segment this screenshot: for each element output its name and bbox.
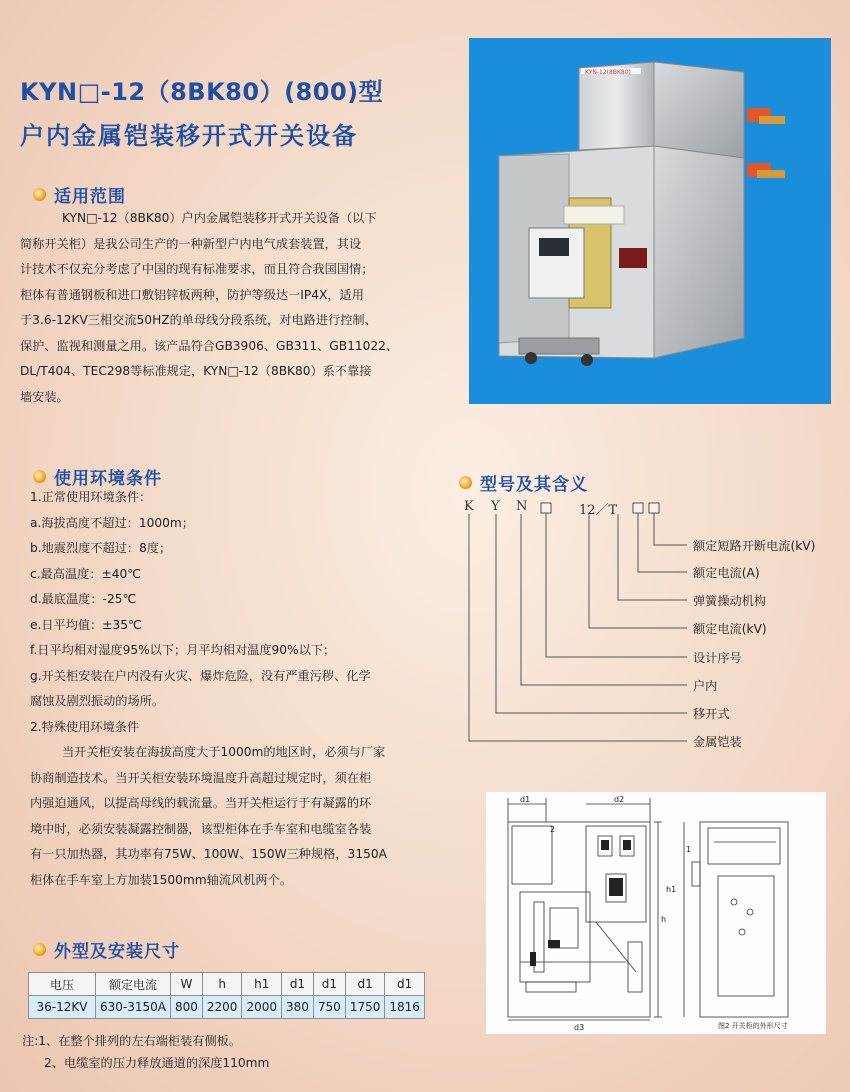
scope-line: 简称开关柜）是我公司生产的一种新型户内电气成套装置，其设 [20, 236, 362, 251]
product-photo [469, 38, 831, 404]
drawing-label-d1: d1 [520, 795, 531, 804]
table-cell: 2200 [202, 996, 242, 1019]
section-heading-dimensions [33, 937, 180, 962]
table-cell: 1816 [385, 996, 425, 1019]
scope-line: 计技术不仅充分考虑了中国的现有标准要求，而且符合我国国情； [20, 262, 374, 276]
environment-item: 2.特殊使用环境条件 [30, 719, 140, 734]
special-line: 柜体在手车室上方加装1500mm轴流风机两个。 [30, 872, 292, 887]
scope-line: KYN□-12（8BK80）户内金属铠装移开式开关设备（以下 [62, 211, 377, 225]
model-code-letter: 12／T [579, 503, 618, 518]
scope-line: 保护、监视和测量之用。该产品符合GB3906、GB311、GB11022、 [20, 338, 399, 353]
dimensions-table [28, 972, 425, 1019]
environment-item: c.最高温度：±40℃ [30, 566, 141, 581]
switchgear-outline-drawing [486, 792, 826, 1034]
special-line: 有一只加热器，其功率有75W、100W、150W三种规格，3150A [30, 847, 387, 861]
special-line: 境中时，必须安装凝露控制器，该型柜体在手车室和电缆室各装 [30, 821, 372, 836]
environment-item: g.开关柜安装在户内没有火灾、爆炸危险，没有严重污秽、化学 [30, 668, 371, 683]
model-legend [455, 497, 850, 759]
notes [22, 1030, 269, 1074]
table-header-cell: W [171, 973, 203, 996]
page-title-line1: KYN□-12（8BK80）(800)型 [20, 78, 384, 106]
model-code-letter: Y [491, 499, 500, 514]
legend-label: 额定短路开断电流(kV) [693, 539, 816, 553]
legend-label: 弹簧操动机构 [693, 594, 767, 608]
table-cell: 800 [171, 996, 203, 1019]
scope-line: 于3.6-12KV三相交流50HZ的单母线分段系统，对电路进行控制、 [20, 313, 377, 327]
legend-label: 金属铠装 [693, 735, 742, 749]
table-header-cell: d1 [282, 973, 314, 996]
scope-line: DL/T404、TEC298等标准规定，KYN□-12（8BK80）系不靠接 [20, 364, 372, 378]
special-line: 当开关柜安装在海拔高度大于1000m的地区时，必须与厂家 [62, 745, 386, 759]
environment-heading-text: 使用环境条件 [54, 469, 162, 489]
orange-bullet-icon [33, 188, 46, 201]
dimensions-table-wrap [28, 972, 425, 1019]
legend-label: 设计序号 [693, 651, 742, 665]
drawing-label-h: h [661, 915, 667, 924]
switchgear-illustration [469, 38, 831, 404]
environment-item: d.最底温度：-25℃ [30, 592, 137, 606]
scope-paragraph [20, 206, 460, 410]
table-row [29, 996, 425, 1019]
environment-list [30, 485, 450, 740]
scope-heading-text: 适用范围 [54, 187, 126, 207]
table-cell: 2000 [242, 996, 282, 1019]
note-line: 注:1、在整个排列的左右端柜装有侧板。 [22, 1034, 242, 1048]
page-title-line2: 户内金属铠装移开式开关设备 [20, 122, 358, 150]
photo-nameplate: KYN-12(8BK80) [585, 69, 631, 76]
environment-item: a.海拔高度不超过：1000m； [30, 515, 194, 530]
table-cell: 36-12KV [29, 996, 96, 1019]
scope-line: 墙安装。 [20, 389, 69, 404]
table-cell: 1750 [345, 996, 385, 1019]
drawing-label-h1: h1 [666, 885, 677, 894]
special-line: 内强迫通风，以提高母线的载流量。当开关柜运行于有凝露的环 [30, 796, 372, 810]
environment-item: b.地震烈度不超过：8度； [30, 541, 172, 555]
table-header-cell: d1 [385, 973, 425, 996]
environment-item: f.日平均相对湿度95%以下；月平均相对温度90%以下； [30, 643, 336, 657]
environment-item: 腐蚀及剧烈振动的场所。 [30, 694, 165, 708]
drawing-caption: 图2 开关柜的外形尺寸 [718, 1022, 788, 1030]
table-header-cell: h [202, 973, 242, 996]
model-code-letter: N [516, 499, 528, 514]
dimensions-heading-text: 外型及安装尺寸 [54, 942, 180, 962]
model-code-letter: K [464, 499, 474, 514]
drawing-label-1: 1 [686, 845, 692, 854]
orange-bullet-icon [459, 476, 472, 489]
special-line: 协商制造技术。当开关柜安装环境温度升高超过规定时，须在柜 [30, 770, 372, 785]
section-heading-scope [33, 182, 126, 207]
table-header-cell: 额定电流 [96, 973, 171, 996]
environment-item: 1.正常使用环境条件： [30, 490, 152, 504]
table-header-cell: d1 [313, 973, 345, 996]
orange-bullet-icon [33, 470, 46, 483]
drawing-label-d2: d2 [614, 795, 625, 804]
table-header-row [29, 973, 425, 996]
table-header-cell: h1 [242, 973, 282, 996]
table-cell: 630-3150A [96, 996, 171, 1019]
table-cell: 750 [313, 996, 345, 1019]
legend-label: 额定电流(A) [693, 566, 760, 580]
drawing-label-2: 2 [550, 825, 556, 834]
legend-label: 移开式 [693, 707, 730, 721]
drawing-label-d3: d3 [574, 1023, 585, 1032]
model-heading-text: 型号及其含义 [480, 475, 588, 495]
scope-line: 柜体有普通钢板和进口敷铝锌板两种，防护等级达一IP4X，适用 [20, 287, 364, 302]
table-header-cell: d1 [345, 973, 385, 996]
table-header-cell: 电压 [29, 973, 96, 996]
orange-bullet-icon [33, 943, 46, 956]
note-line: 2、电缆室的压力释放通道的深度110mm [44, 1056, 270, 1070]
legend-label: 额定电流(kV) [693, 622, 767, 636]
legend-label: 户内 [693, 679, 718, 693]
section-heading-model [459, 470, 588, 495]
environment-item: e.日平均值：±35℃ [30, 617, 142, 632]
special-environment-paragraph [30, 740, 450, 893]
outline-dimension-drawing [486, 792, 826, 1034]
table-cell: 380 [282, 996, 314, 1019]
